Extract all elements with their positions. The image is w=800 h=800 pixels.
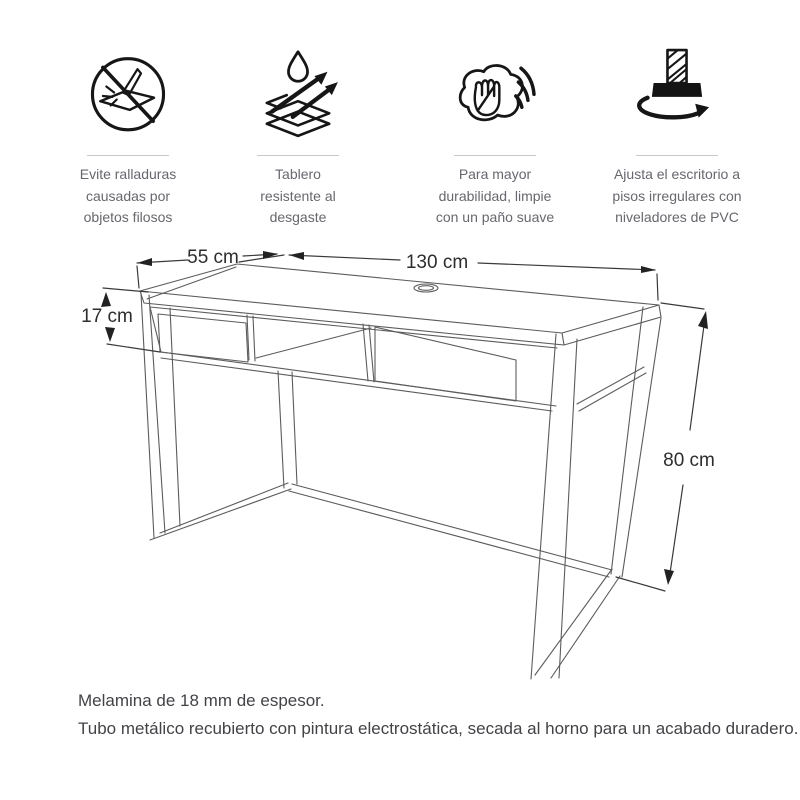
feature-caption: Para mayor durabilidad, limpie con un paño suave	[435, 166, 555, 225]
height-label: 80 cm	[663, 450, 715, 471]
depth-label: 55 cm	[187, 247, 239, 268]
desk-outline	[140, 264, 661, 679]
dimension-drawer-height	[81, 288, 160, 352]
dimension-width	[289, 252, 658, 300]
feature-caption: Evite ralladuras causadas por objetos filosos	[79, 166, 177, 225]
feature-caption: Tablero resistente al desgaste	[260, 166, 336, 225]
dimension-depth	[137, 247, 284, 288]
feature-caption: Ajusta el escritorio a pisos irregulares con niveladores de PVC	[612, 166, 742, 225]
material-note: Melamina de 18 mm de espesor.	[78, 691, 325, 710]
drawer-height-label: 17 cm	[81, 306, 133, 327]
dimension-height	[616, 303, 715, 591]
finish-note: Tubo metálico recubierto con pintura electrostática, secada al horno para un acabado duradero.	[78, 719, 799, 738]
width-label: 130 cm	[405, 252, 469, 273]
